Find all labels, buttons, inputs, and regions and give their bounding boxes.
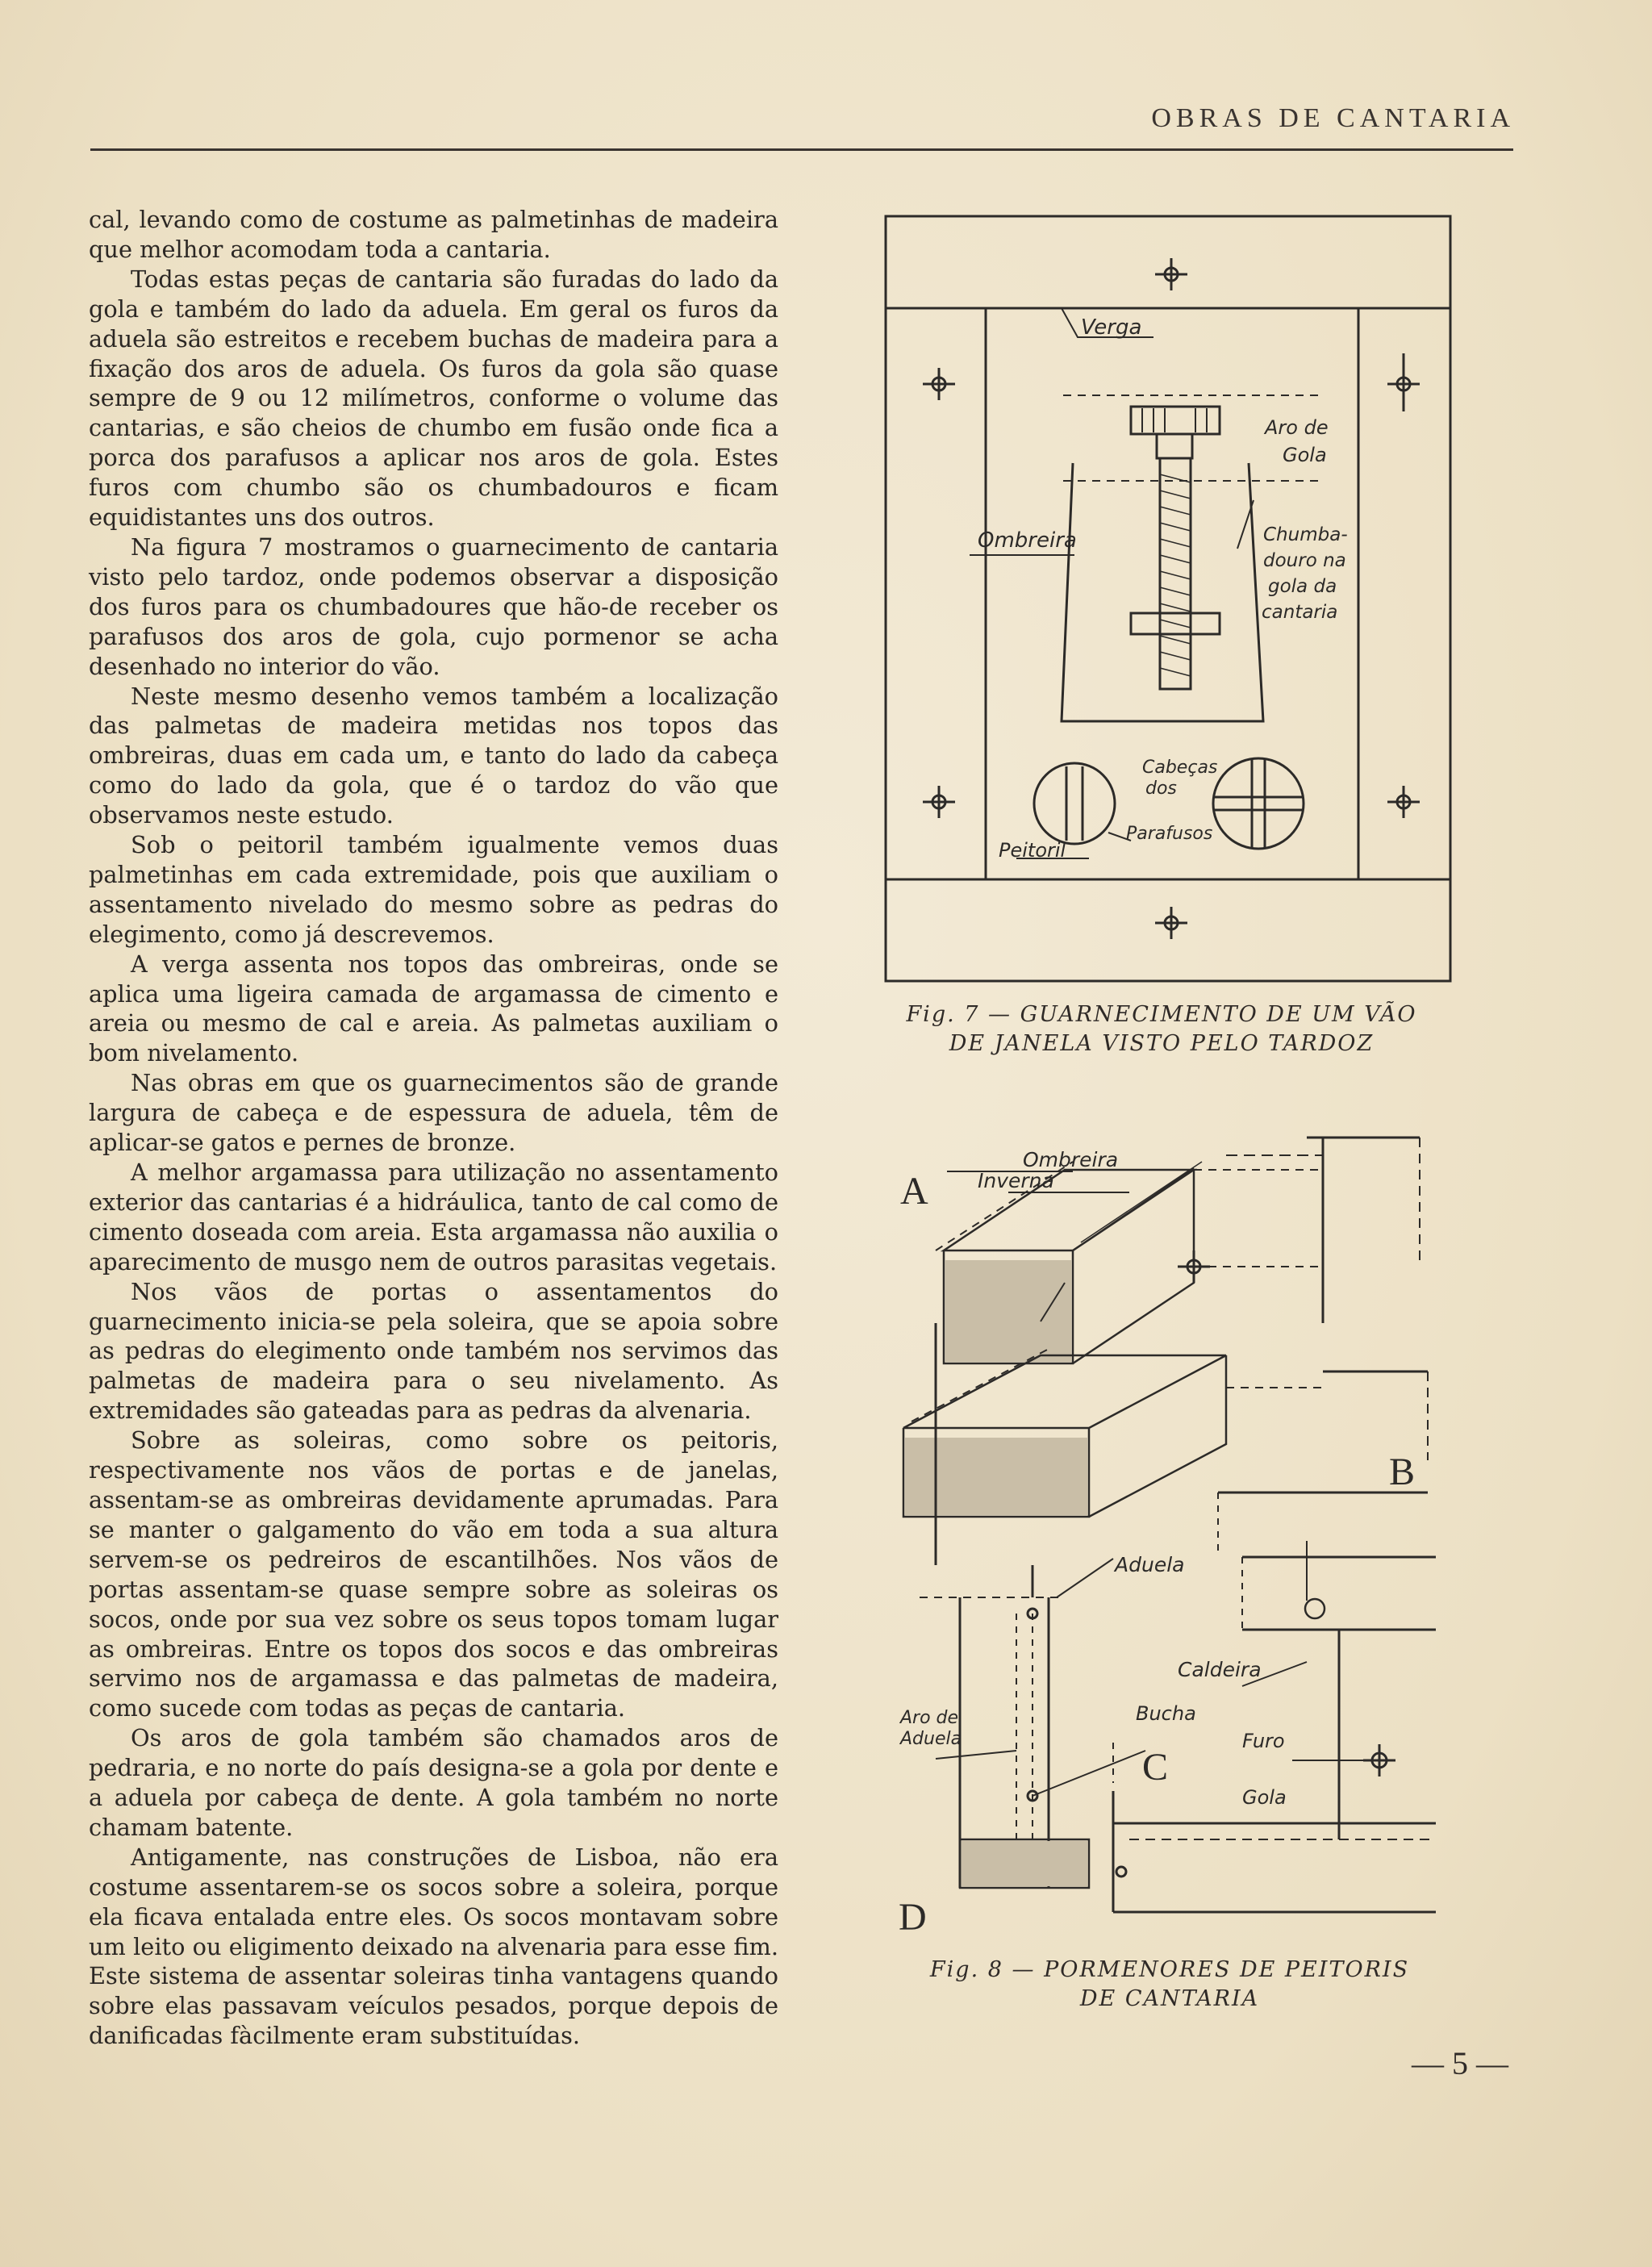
caption-line: Fig. 8 — PORMENORES DE PEITORIS (929, 1957, 1410, 1982)
label-parafusos: Parafusos (1126, 824, 1213, 844)
caption-line: DE CANTARIA (1079, 1986, 1260, 2011)
figure-7-window-frame-diagram (879, 208, 1476, 983)
label-cabecas: Cabeças (1142, 758, 1218, 778)
label-furo: Furo (1242, 1730, 1285, 1752)
label-a: A (900, 1170, 928, 1213)
label-aduela-small: Aduela (900, 1729, 962, 1749)
label-ombreira: Ombreira (1023, 1148, 1119, 1171)
paragraph: cal, levando como de costume as palmetinhas de madeira que melhor acomodam toda a cantaria. (89, 206, 778, 263)
figure-8-sill-details-diagram (887, 1113, 1452, 1952)
paragraph: Nos vãos de portas o assentamentos do guarnecimento inicia-se pela soleira, que se apoia sobre as pedras do elegimento onde também nos servimos das palmetas de madeira para o seu nivelamento. As extremidades são gateadas para as pedras da alvenaria. (89, 1277, 778, 1425)
figure-7-caption (879, 1000, 1444, 1058)
label-douro-na: douro na (1263, 550, 1346, 571)
paragraph: Todas estas peças de cantaria são furadas do lado da gola e também do lado da aduela. Em geral os furos da aduela são estreitos e recebem buchas de madeira para a fixação dos aros de aduela. Os furos da gola são quase sempre de 9 ou 12 milímetros, conforme o volume das cantarias, e são cheios de chumbo em fusão onde fica a porca dos parafusos a aplicar nos aros de gola. Estes furos com chumbo são os chumbadouros e ficam equidistantes uns dos outros. (89, 265, 778, 532)
paragraph: Antigamente, nas construções de Lisboa, não era costume assentarem-se os socos sobre a soleira, porque ela ficava entalada entre eles. Os socos montavam sobre um leito ou eligimento deixado na alvenaria para esse fim. Este sistema de assentar soleiras tinha vantagens quando sobre elas passavam veículos pesados, porque depois de danificadas fàcilmente eram substituídas. (89, 1843, 778, 2050)
paragraph: Sob o peitoril também igualmente vemos duas palmetinhas em cada extremidade, pois que auxiliam o assentamento nivelado do mesmo sobre as pedras do elegimento, como já descrevemos. (89, 831, 778, 948)
label-c: C (1142, 1746, 1169, 1789)
paragraph: Na figura 7 mostramos o guarnecimento de cantaria visto pelo tardoz, onde podemos observar a disposição dos furos para os chumbadoures que hão-de receber os parafusos dos aros de gola, cujo pormenor se acha desenhado no interior do vão. (89, 532, 778, 680)
label-chumba: Chumba- (1263, 524, 1348, 545)
paragraph: A verga assenta nos topos das ombreiras, onde se aplica uma ligeira camada de argamassa de cimento e areia ou mesmo de cal e areia. As palmetas auxiliam o bom nivelamento. (89, 950, 778, 1067)
header-rule (90, 148, 1513, 151)
label-verga: Verga (1081, 315, 1142, 340)
paragraph: A melhor argamassa para utilização no assentamento exterior das cantarias é a hidráulica, tanto de cal como de cimento doseada com areia. Esta argamassa não auxilia o aparecimento de musgo nem de outros parasitas vegetais. (89, 1159, 778, 1275)
label-bucha: Bucha (1136, 1702, 1196, 1725)
label-gola: Gola (1242, 1786, 1287, 1809)
label-aduela: Aduela (1115, 1553, 1185, 1576)
body-text-column (89, 205, 778, 2051)
label-aro-de: Aro de (1265, 416, 1329, 439)
label-caldeira: Caldeira (1178, 1658, 1262, 1681)
figure-8-caption (895, 1956, 1444, 2014)
page-number: — 5 — (1412, 2045, 1508, 2081)
label-gola: Gola (1283, 444, 1327, 466)
label-b: B (1389, 1451, 1416, 1493)
label-dos: dos (1145, 779, 1177, 799)
label-inverna: Inverna (978, 1169, 1054, 1192)
caption-line: DE JANELA VISTO PELO TARDOZ (949, 1031, 1375, 1056)
caption-line: Fig. 7 — GUARNECIMENTO DE UM VÃO (906, 1002, 1417, 1027)
label-peitoril: Peitoril (999, 839, 1066, 862)
running-head: OBRAS DE CANTARIA (1151, 103, 1515, 133)
paragraph: Os aros de gola também são chamados aros de pedraria, e no norte do país designa-se a gola por dente e a aduela por cabeça de dente. A gola também no norte chamam batente. (89, 1724, 778, 1841)
label-aro-de: Aro de (900, 1708, 959, 1728)
paragraph: Nas obras em que os guarnecimentos são de grande largura de cabeça e de espessura de aduela, têm de aplicar-se gatos e pernes de bronze. (89, 1069, 778, 1157)
label-cantaria: cantaria (1262, 602, 1338, 623)
label-ombreira: Ombreira (978, 528, 1077, 553)
paragraph: Sobre as soleiras, como sobre os peitoris, respectivamente nos vãos de portas e de janelas, assentam-se as ombreiras devidamente aprumadas. Para se manter o galgamento do vão em toda a sua altura servem-se os pedreiros de escantilhões. Nos vãos de portas assentam-se quase sempre sobre as soleiras os socos, onde por sua vez sobre os seus topos tomam lugar as ombreiras. Entre os topos dos socos e das ombreiras servimo nos de argamassa e das palmetas de madeira, como sucede com todas as peças de cantaria. (89, 1426, 778, 1722)
label-gola-da: gola da (1268, 576, 1337, 597)
paragraph: Neste mesmo desenho vemos também a localização das palmetas de madeira metidas nos topos das ombreiras, duas em cada um, e tanto do lado da cabeça como do lado da gola, que é o tardoz do vão que observamos neste estudo. (89, 682, 778, 829)
label-d: D (899, 1896, 927, 1939)
